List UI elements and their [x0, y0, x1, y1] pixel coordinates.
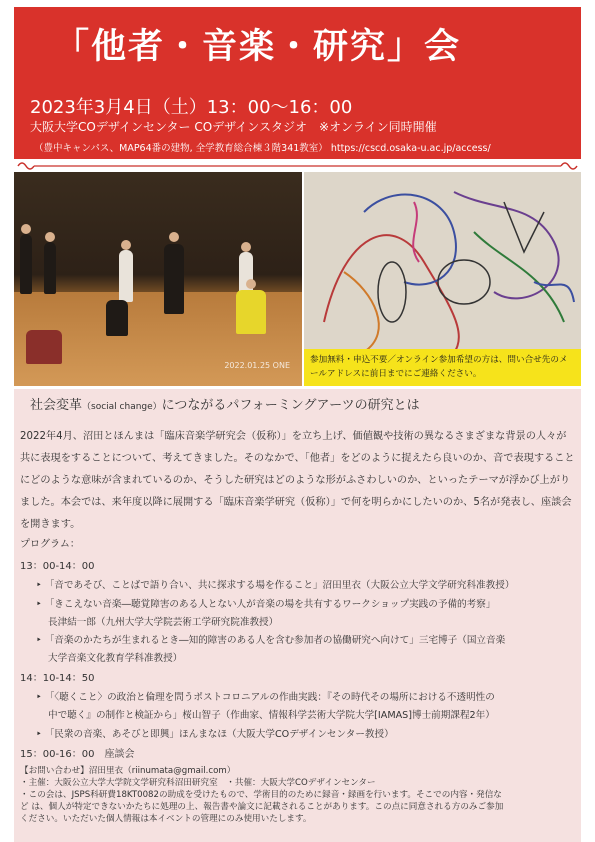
performer-head [45, 232, 55, 242]
intro-paragraph: 2022年4月、沼田とほんまは「臨床音楽学研究会（仮称）」を立ち上げ、価値観や技術の異なるさまざまな背景の人々が共に表現をすることについて、考えてきました。そのなかで、「他者」をどのように捉えたら良いのか、音で表現することにどのような意味が含まれているのか、そうした研究はどのような形がふさわしいのか、といったテーマが浮かび上がりました。本会では、来年度以降に展開する「臨床音楽学研究（仮称）」で何を明らかにしたいのか、5名が発表し、座談会を開きます。 [20, 431, 575, 530]
section-subtitle [30, 394, 420, 413]
session-roundtable: 15：00-16：00 座談会 [20, 749, 135, 760]
contact-block [20, 765, 576, 825]
contact-line: ど は、個人が特定できないかたちに処理の上、報告書や論文に記載されることがあります。この点に同意される方のみご参加 [20, 802, 504, 812]
performer-figure [119, 250, 133, 302]
performer-head [169, 232, 179, 242]
performer-figure [26, 330, 62, 364]
performer-head [21, 224, 31, 234]
contact-line: ・この会は、JSPS科研費18KT0082の助成を受けたもので、学術目的のために録音・録画を行います。そこでの内容・発信な [20, 790, 502, 800]
ornament-divider [14, 160, 581, 172]
performance-photo [14, 172, 302, 386]
header-banner [14, 7, 581, 159]
program-item: ‣ 「民衆の音楽、あそびと即興」ほんまなほ（大阪大学COデザインセンター教授） [36, 729, 394, 740]
performer-figure [44, 242, 56, 294]
performer-figure [106, 300, 128, 336]
photo-timestamp: 2022.01.25 ONE [224, 361, 290, 370]
program-item-cont: 大学音楽文化教育学科准教授） [48, 653, 183, 664]
performer-figure [236, 290, 266, 334]
contact-line: 【お問い合わせ】沼田里衣（riinumata@gmail.com） [20, 766, 236, 776]
performer-figure [164, 244, 184, 314]
program-item-cont: 長津結一郎（九州大学大学院芸術工学研究院准教授） [48, 617, 279, 628]
contact-line: ・主催：大阪公立大学大学院文学研究科沼田研究室 ・共催：大阪大学COデザインセンター [20, 778, 376, 788]
program-item: ‣ 「音楽のかたちが生まれるとき―知的障害のある人を含む参加者の協働研究へ向けて」三宅博子（国立音楽 [36, 635, 506, 646]
program-item-cont: 中で聴く』の制作と検証から」桜山智子（作曲家、情報科学芸術大学院大学[IAMAS]博士前期課程2年） [48, 710, 495, 721]
program-item: ‣ 「きこえない音楽―聴覚障害のある人とない人が音楽の場を共有するワークショップ実践の予備的考察」 [36, 599, 496, 610]
subtitle-en: （social change） [82, 402, 162, 412]
session-time: 13：00-14：00 [20, 561, 95, 572]
performer-head [241, 242, 251, 252]
performer-figure [20, 234, 32, 294]
event-address: （豊中キャンパス、MAP64番の建物, 全学教育総合棟３階341教室） https://cscd.osaka-u.ac.jp/access/ [34, 143, 491, 154]
event-datetime: 2023年3月4日（土）13：00〜16：00 [30, 97, 353, 118]
participation-notice: 参加無料・申込不要／オンライン参加希望の方は、問い合せ先のメールアドレスに前日までにご連絡ください。 [304, 349, 581, 386]
subtitle-part1: 社会変革 [30, 398, 83, 413]
program-item: ‣ 「〈聴くこと〉の政治と倫理を問うポストコロニアルの作曲実践：『その時代その場所における不透明性の [36, 692, 495, 703]
program-heading: プログラム： [20, 539, 80, 550]
performer-head [121, 240, 131, 250]
session-time: 14：10-14：50 [20, 673, 95, 684]
event-venue: 大阪大学COデザインセンター COデザインスタジオ ※オンライン同時開催 [30, 120, 437, 134]
contact-line: ください。いただいた個人情報は本イベントの管理にのみ使用いたします。 [20, 814, 312, 824]
program-item: ‣ 「音であそび、ことばで語り合い、共に探求する場を作ること」沼田里衣（大阪公立大学文学研究科准教授） [36, 580, 515, 591]
event-title: 「他者・音楽・研究」会 [54, 27, 462, 67]
subtitle-part2: につながるパフォーミングアーツの研究とは [161, 398, 420, 413]
performer-head [246, 279, 256, 289]
